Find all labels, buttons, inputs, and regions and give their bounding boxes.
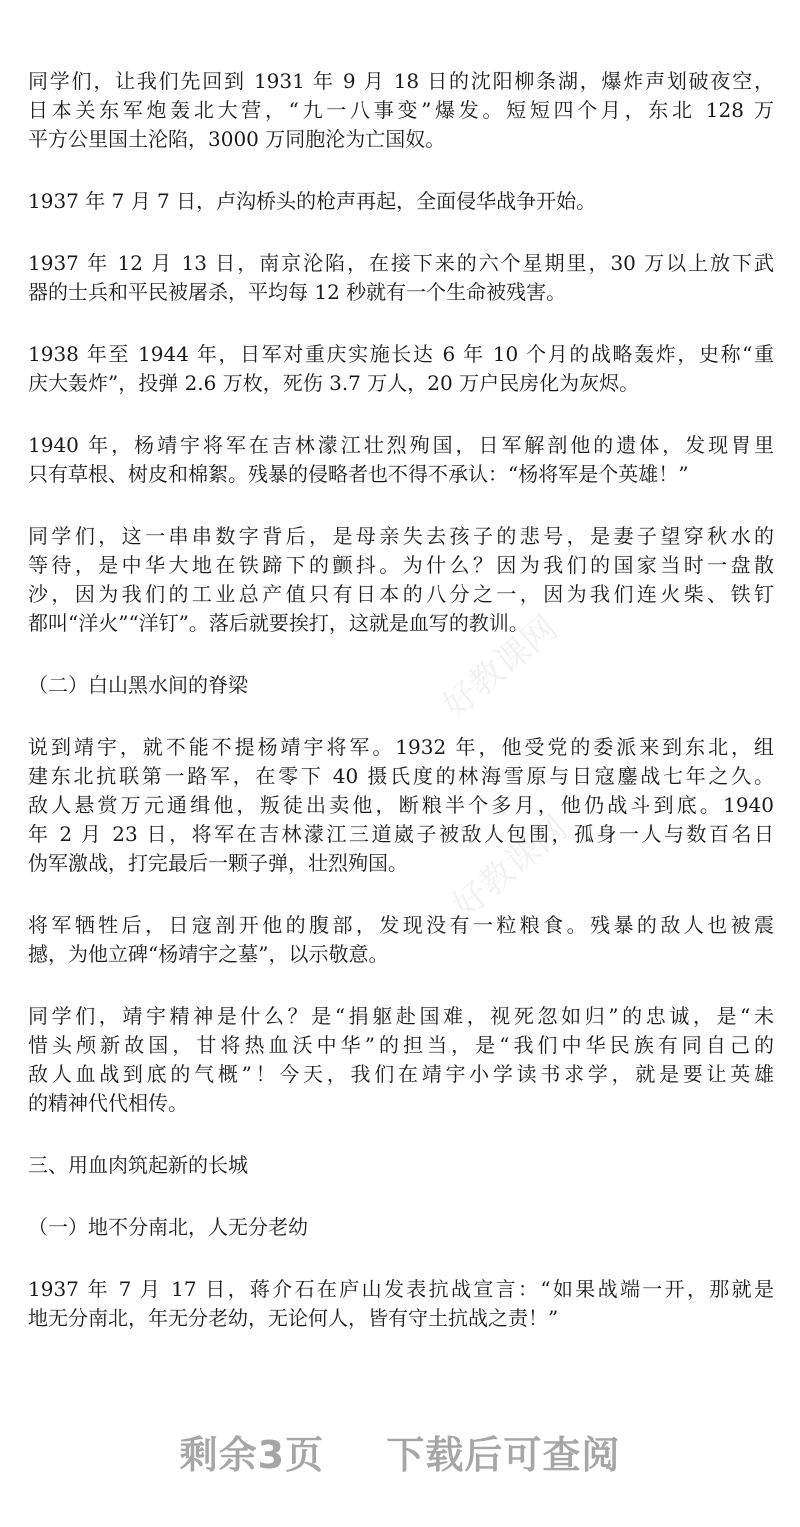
text-line: 说到靖宇，就不能不提杨靖宇将军。1932 年，他受党的委派来到东北，组 [28, 735, 774, 759]
text-line: 同学们，靖宇精神是什么？是“捐躯赴国难，视死忽如归”的忠诚，是“未 [28, 1004, 774, 1028]
text-line: 等待，是中华大地在铁蹄下的颤抖。为什么？因为我们的国家当时一盘散 [28, 553, 774, 577]
text-line: 都叫“洋火”“洋钉”。落后就要挨打，这就是血写的教训。 [28, 611, 529, 635]
paragraph [28, 249, 774, 307]
text-line: （二）白山黑水间的脊梁 [28, 673, 248, 697]
text-line: 地无分南北，年无分老幼，无论何人，皆有守土抗战之责！” [28, 1306, 559, 1330]
text-line: 撼，为他立碑“杨靖宇之墓”，以示敬意。 [28, 942, 389, 966]
text-line: 同学们，这一串串数字背后，是母亲失去孩子的悲号，是妻子望穿秋水的 [28, 524, 774, 548]
text-line: 惜头颅新故国，甘将热血沃中华”的担当，是“我们中华民族有同自己的 [28, 1033, 774, 1057]
text-line: 日本关东军炮轰北大营，“九一八事变”爆发。短短四个月，东北 128 万 [28, 98, 774, 122]
text-line: 只有草根、树皮和棉絮。残暴的侵略者也不得不承认：“杨将军是个英雄！” [28, 462, 689, 486]
text-line: 的精神代代相传。 [28, 1091, 188, 1115]
text-line: 建东北抗联第一路军，在零下 40 摄氏度的林海雪原与日寇鏖战七年之久。 [28, 764, 774, 788]
download-banner[interactable] [0, 1424, 800, 1479]
paragraph [28, 1002, 774, 1118]
text-line: 1940 年，杨靖宇将军在吉林濛江壮烈殉国，日军解剖他的遗体，发现胃里 [28, 433, 774, 457]
paragraph [28, 340, 774, 398]
text-line: 平方公里国土沦陷，3000 万同胞沦为亡国奴。 [28, 127, 446, 151]
document-body [28, 67, 774, 1366]
text-line: 同学们，让我们先回到 1931 年 9 月 18 日的沈阳柳条湖，爆炸声划破夜空， [28, 69, 774, 93]
paragraph [28, 67, 774, 154]
text-line: 1937 年 7 月 7 日，卢沟桥头的枪声再起，全面侵华战争开始。 [28, 189, 597, 213]
text-line: 伪军激战，打完最后一颗子弹，壮烈殉国。 [28, 851, 408, 875]
text-line: 庆大轰炸”，投弹 2.6 万枚，死伤 3.7 万人，20 万户民房化为灰烬。 [28, 371, 640, 395]
section-heading [28, 671, 774, 700]
text-line: 1937 年 12 月 13 日，南京沦陷，在接下来的六个星期里，30 万以上放下武 [28, 251, 774, 275]
watermark: 好教课网 [435, 608, 566, 727]
paragraph [28, 911, 774, 969]
paragraph [28, 733, 774, 878]
download-to-view-label[interactable]: 下载后可查阅 [386, 1433, 621, 1477]
text-line: 年 2 月 23 日，将军在吉林濛江三道崴子被敌人包围，孤身一人与数百名日 [28, 822, 774, 846]
text-line: 沙，因为我们的工业总产值只有日本的八分之一，因为我们连火柴、铁钉 [28, 582, 774, 606]
text-line: （一）地不分南北，人无分老幼 [28, 1215, 308, 1239]
section-heading [28, 1151, 774, 1180]
paragraph [28, 431, 774, 489]
watermark: 好教课网 [445, 808, 576, 927]
text-line: 器的士兵和平民被屠杀，平均每 12 秒就有一个生命被残害。 [28, 280, 567, 304]
text-line: 1938 年至 1944 年，日军对重庆实施长达 6 年 10 个月的战略轰炸，史称“重 [28, 342, 774, 366]
remaining-pages-label: 剩余3页 [179, 1433, 325, 1477]
section-heading [28, 1213, 774, 1242]
paragraph [28, 187, 774, 216]
text-line: 敌人悬赏万元通缉他，叛徒出卖他，断粮半个多月，他仍战斗到底。1940 [28, 793, 774, 817]
paragraph [28, 522, 774, 638]
paragraph [28, 1275, 774, 1333]
text-line: 将军牺牲后，日寇剖开他的腹部，发现没有一粒粮食。残暴的敌人也被震 [28, 913, 774, 937]
text-line: 1937 年 7 月 17 日，蒋介石在庐山发表抗战宣言：“如果战端一开，那就是 [28, 1277, 774, 1301]
text-line: 三、用血肉筑起新的长城 [28, 1153, 248, 1177]
text-line: 敌人血战到底的气概”！今天，我们在靖宇小学读书求学，就是要让英雄 [28, 1062, 774, 1086]
